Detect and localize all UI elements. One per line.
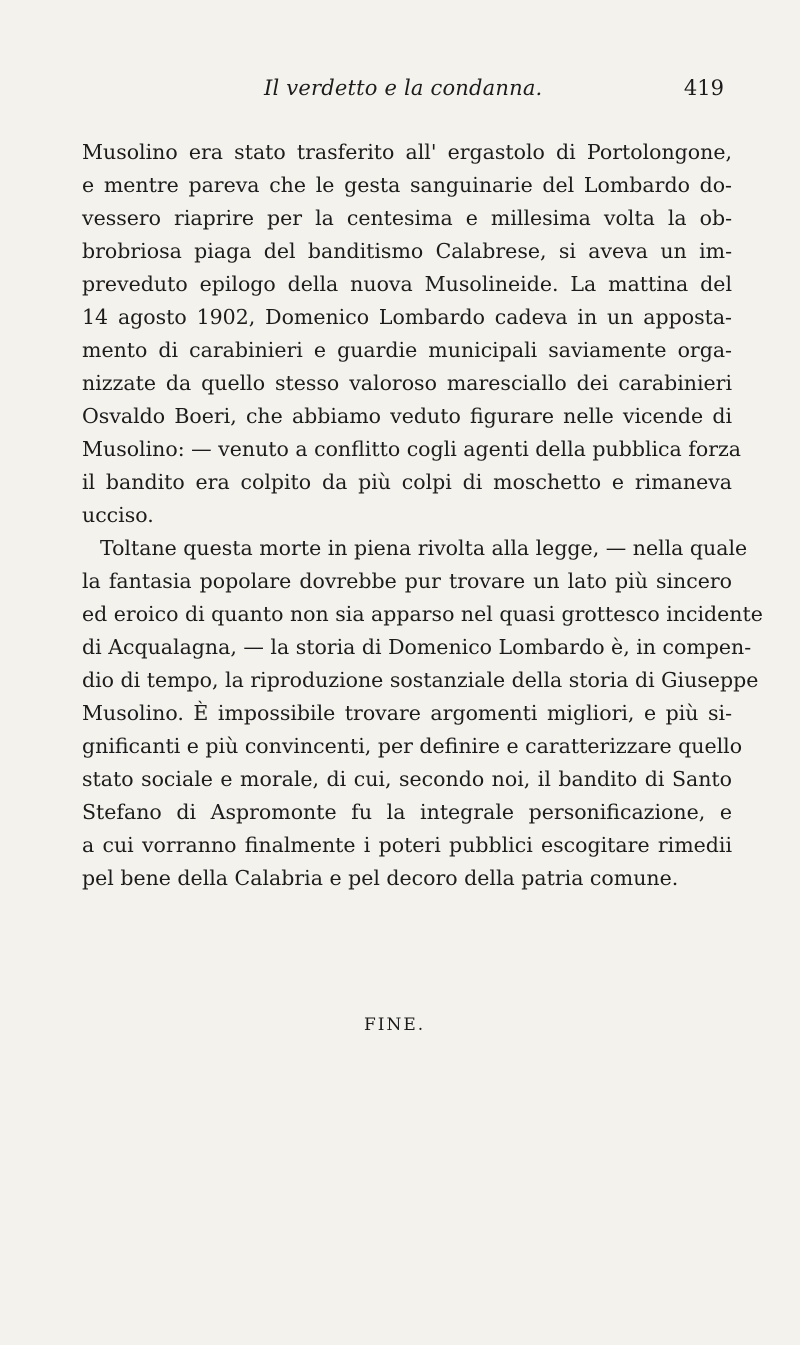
text-line: di Acqualagna, — la storia di Domenico Lombardo è, in compen- (82, 635, 752, 659)
text-line: Stefano di Aspromonte fu la integrale personificazione, e (82, 800, 732, 824)
text-line: 14 agosto 1902, Domenico Lombardo cadeva in un apposta- (82, 305, 732, 329)
page-header (264, 76, 724, 106)
text-line: ed eroico di quanto non sia apparso nel quasi grottesco incidente (82, 602, 763, 626)
text-line: vessero riaprire per la centesima e millesima volta la ob- (82, 206, 732, 230)
text-line: la fantasia popolare dovrebbe pur trovare un lato più sincero (82, 569, 732, 593)
text-line: brobriosa piaga del banditismo Calabrese, si aveva un im- (82, 239, 732, 263)
text-line: Musolino. È impossibile trovare argomenti migliori, e più si- (82, 701, 732, 725)
text-line: il bandito era colpito da più colpi di moschetto e rimaneva (82, 470, 732, 494)
page-number: 419 (683, 76, 724, 100)
text-line: gnificanti e più convincenti, per definire e caratterizzare quello (82, 734, 743, 758)
text-line: Osvaldo Boeri, che abbiamo veduto figurare nelle vicende di (82, 404, 732, 428)
text-line: preveduto epilogo della nuova Musolineide. La mattina del (82, 272, 732, 296)
text-line: Musolino: — venuto a conflitto cogli agenti della pubblica forza (82, 437, 742, 461)
text-line: Musolino era stato trasferito all' ergastolo di Portolongone, (82, 140, 732, 164)
text-line: nizzate da quello stesso valoroso maresciallo dei carabinieri (82, 371, 732, 395)
text-line: dio di tempo, la riproduzione sostanziale della storia di Giuseppe (82, 668, 759, 692)
text-line: Toltane questa morte in piena rivolta alla legge, — nella quale (100, 536, 748, 560)
running-title: Il verdetto e la condanna. (264, 76, 543, 100)
end-mark: FINE. (364, 1015, 426, 1035)
text-line: pel bene della Calabria e pel decoro della patria comune. (82, 866, 679, 890)
text-line: ucciso. (82, 503, 154, 527)
text-line: a cui vorranno finalmente i poteri pubblici escogitare rimedii (82, 833, 732, 857)
text-body (82, 136, 763, 895)
text-line: stato sociale e morale, di cui, secondo noi, il bandito di Santo (82, 767, 732, 791)
text-line: e mentre pareva che le gesta sanguinarie del Lombardo do- (82, 173, 732, 197)
text-line: mento di carabinieri e guardie municipali saviamente orga- (82, 338, 732, 362)
